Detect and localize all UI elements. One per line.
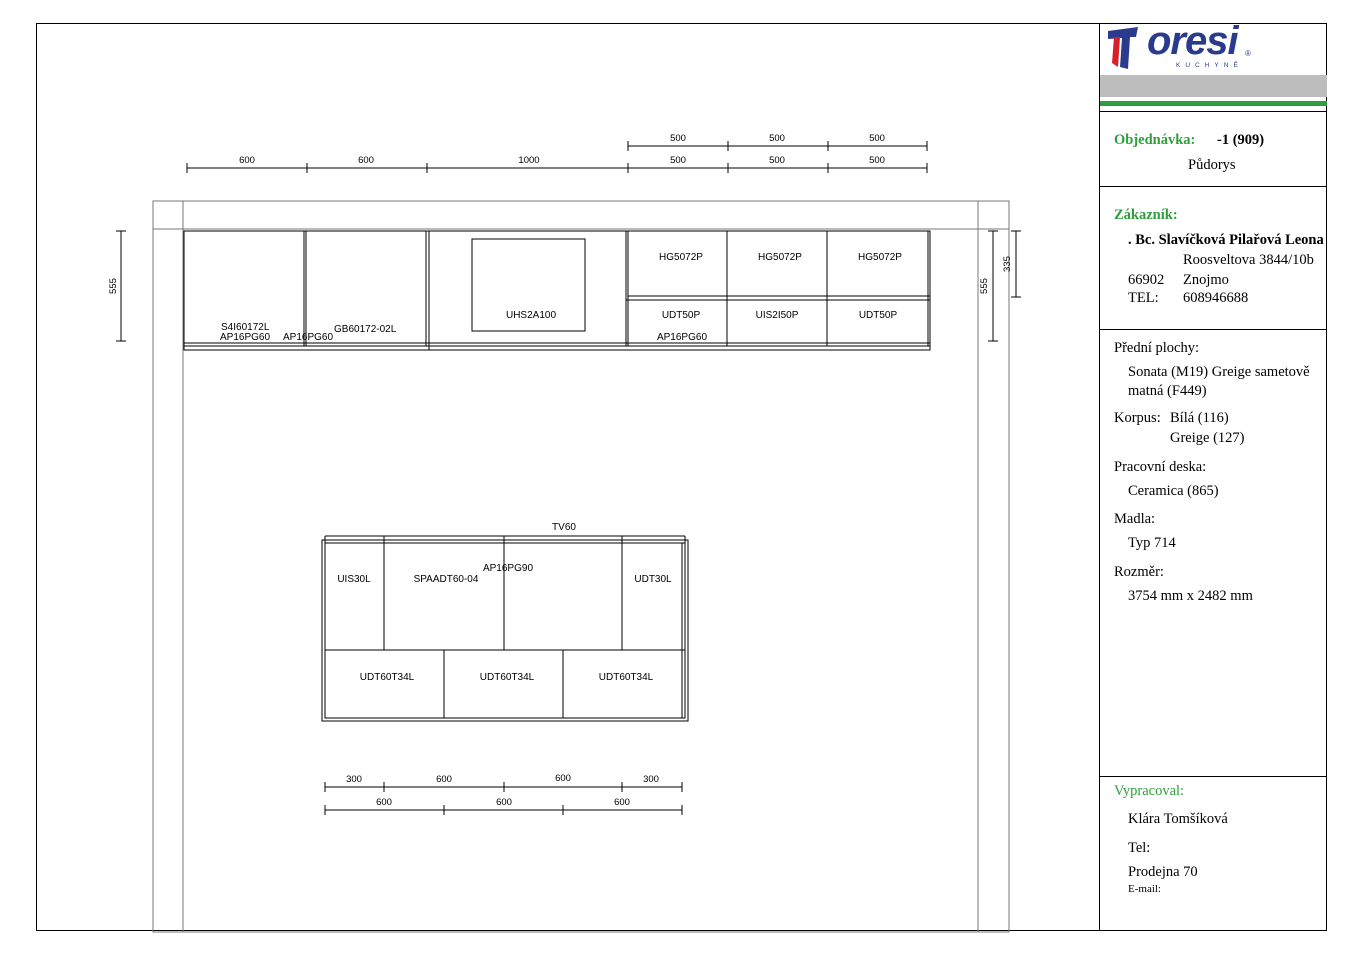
divider bbox=[1100, 776, 1327, 777]
label-ap2: AP16PG60 bbox=[283, 332, 334, 343]
customer-label: Zákazník: bbox=[1114, 207, 1178, 223]
size-label: Rozměr: bbox=[1114, 564, 1164, 580]
label-ap1: AP16PG60 bbox=[220, 332, 271, 343]
fronts-line2: matná (F449) bbox=[1128, 383, 1207, 399]
label-udt3: UDT60T34L bbox=[598, 672, 654, 683]
dim-height-right-2: 335 bbox=[1002, 256, 1013, 272]
view-title: Půdorys bbox=[1188, 157, 1236, 173]
label-hg3: HG5072P bbox=[858, 252, 902, 263]
logo-text: oresi bbox=[1147, 23, 1238, 63]
dim-upper-500c: 500 bbox=[869, 133, 885, 144]
label-ap3: AP16PG60 bbox=[656, 332, 708, 343]
handles-label: Madla: bbox=[1114, 511, 1156, 527]
tel2-label: Tel: bbox=[1128, 840, 1151, 856]
dim-island-bottom-600c: 600 bbox=[614, 797, 630, 808]
customer-city: Znojmo bbox=[1183, 272, 1229, 288]
dim-600a: 600 bbox=[239, 155, 255, 166]
divider bbox=[1100, 186, 1327, 187]
customer-zip: 66902 bbox=[1128, 272, 1165, 288]
fronts-line1: Sonata (M19) Greige sametově bbox=[1128, 364, 1310, 380]
header-gray-band bbox=[1100, 75, 1327, 97]
dim-600b: 600 bbox=[358, 155, 374, 166]
email-label: E-mail: bbox=[1128, 883, 1161, 895]
label-spaadt: SPAADT60-04 bbox=[413, 574, 479, 585]
dim-500b: 500 bbox=[769, 155, 785, 166]
handles-value: Typ 714 bbox=[1128, 535, 1176, 551]
label-udt50b: UDT50P bbox=[858, 310, 898, 321]
dim-upper-500a: 500 bbox=[670, 133, 686, 144]
fronts-label: Přední plochy: bbox=[1114, 340, 1199, 356]
logo-reg: ® bbox=[1245, 49, 1251, 58]
label-uhs: UHS2A100 bbox=[505, 310, 557, 321]
korpus-label: Korpus: bbox=[1114, 410, 1161, 426]
label-tv: TV60 bbox=[552, 522, 576, 533]
dim-height-right-1: 555 bbox=[979, 278, 990, 294]
label-udt1: UDT60T34L bbox=[359, 672, 415, 683]
label-hg1: HG5072P bbox=[659, 252, 703, 263]
header-green-line bbox=[1100, 101, 1327, 106]
customer-tel-label: TEL: bbox=[1128, 290, 1159, 306]
label-gb: GB60172-02L bbox=[334, 324, 397, 335]
korpus-1: Bílá (116) bbox=[1170, 410, 1229, 426]
dim-height-left: 555 bbox=[108, 278, 119, 294]
prepared-label: Vypracoval: bbox=[1114, 783, 1185, 799]
order-label: Objednávka: bbox=[1114, 132, 1196, 148]
label-udt30: UDT30L bbox=[634, 574, 672, 585]
store: Prodejna 70 bbox=[1128, 864, 1198, 880]
order-value: -1 (909) bbox=[1217, 132, 1265, 148]
worktop-label: Pracovní deska: bbox=[1114, 459, 1207, 475]
prepared-by: Klára Tomšíková bbox=[1128, 811, 1228, 827]
customer-tel: 608946688 bbox=[1183, 290, 1249, 306]
dim-500c: 500 bbox=[869, 155, 885, 166]
dim-island-300a: 300 bbox=[346, 774, 362, 785]
info-panel bbox=[1099, 23, 1327, 931]
label-uis2i: UIS2I50P bbox=[755, 310, 799, 321]
logo-sub: KUCHYNĚ bbox=[1176, 62, 1243, 69]
dim-island-bottom-600a: 600 bbox=[376, 797, 392, 808]
divider bbox=[1100, 329, 1327, 330]
customer-street: Roosveltova 3844/10b bbox=[1183, 252, 1314, 268]
label-udt50a: UDT50P bbox=[661, 310, 701, 321]
dim-island-600a: 600 bbox=[436, 774, 452, 785]
label-hg2: HG5072P bbox=[758, 252, 802, 263]
label-udt2: UDT60T34L bbox=[479, 672, 535, 683]
dim-island-600b: 600 bbox=[555, 773, 571, 784]
customer-name: . Bc. Slavíčková Pilařová Leona bbox=[1128, 232, 1324, 248]
label-ap90: AP16PG90 bbox=[482, 563, 534, 574]
label-s4i: S4I60172L bbox=[221, 322, 270, 333]
size-value: 3754 mm x 2482 mm bbox=[1128, 588, 1253, 604]
divider bbox=[1100, 111, 1327, 112]
dim-1000: 1000 bbox=[518, 155, 540, 166]
dim-upper-500b: 500 bbox=[769, 133, 785, 144]
label-uis30: UIS30L bbox=[337, 574, 371, 585]
korpus-2: Greige (127) bbox=[1170, 430, 1245, 446]
dim-island-300b: 300 bbox=[643, 774, 659, 785]
worktop-value: Ceramica (865) bbox=[1128, 483, 1219, 499]
dim-island-bottom-600b: 600 bbox=[496, 797, 512, 808]
dim-500a: 500 bbox=[670, 155, 686, 166]
